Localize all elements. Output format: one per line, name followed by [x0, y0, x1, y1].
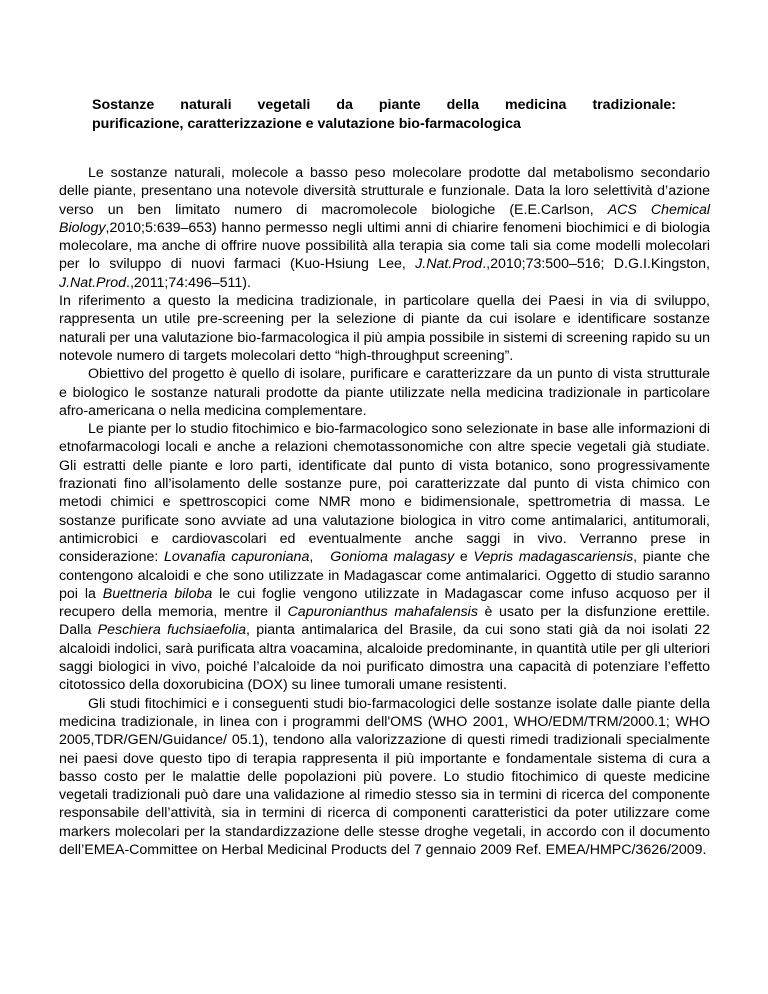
text-run: le cui foglie vengono utilizzate in Madagascar come infuso acquoso per il recupero della memoria, mentre il — [59, 585, 710, 621]
species-name: Lovanafia capuroniana — [164, 549, 310, 566]
text-run: .,2010;73:500–516; D.G.I.Kingston, — [482, 256, 710, 273]
journal-name: J.Nat.Prod — [415, 256, 483, 273]
text-run: Le piante per lo studio fitochimico e bio-farmacologico sono selezionate in base alle informazioni di etnofarmacologi locali e anche a relazioni chemotassonomiche con altre specie vegetali già studiate. Gli estratti delle piante e loro parti, identificate dal punto di vista botanico, sono progressivamente frazionati fino all’isolamento delle sostanze pure, poi caratterizzate dal punto di vista chimico con metodi chimici e spettroscopici come NMR mono e bidimensionale, spettrometria di massa. Le sostanze purificate sono avviate ad una valutazione biologica in vitro come antimalarici, antitumorali, antimicrobici e cardiovascolari ed eventualmente anche saggi in vivo. Verranno prese in considerazione: — [59, 421, 710, 566]
species-name: Peschiera fuchsiaefolia — [97, 622, 246, 639]
text-run: , — [309, 549, 331, 566]
text-run: , piante che contengono alcaloidi e che sono utilizzate in Madagascar come antimalarici. Oggetto di studio saranno poi la — [59, 549, 710, 602]
journal-name: ACS Chemical Biology — [59, 201, 710, 236]
document-body — [59, 164, 710, 859]
paragraph-1 — [59, 164, 710, 292]
text-run: Le sostanze naturali, molecole a basso peso molecolare prodotte dal metabolismo secondario delle piante, presentano una notevole diversità strutturale e funzionale. Data la loro selettività d’azione verso un ben limitato numero di macromolecole biologiche (E.E.Carlson, — [59, 165, 710, 218]
text-run: è usato per la disfunzione erettile. Dalla — [59, 604, 710, 639]
species-name: Capuronianthus mahafalensis — [287, 604, 478, 621]
text-run: , pianta antimalarica del Brasile, da cui sono stati già da noi isolati 22 alcaloidi indolici, sarà purificata altra voacamina, alcaloide predominante, in quantità utile per gli ulteriori saggi biologici in vivo, poiché l’alcaloide da noi purificato dimostra una capacità di potenziare l’effetto citotossico della doxorubicina (DOX) su linee tumorali umane resistenti. — [59, 622, 711, 694]
paragraph-5: Gli studi fitochimici e i conseguenti studi bio-farmacologici delle sostanze isolate dalle piante della medicina tradizionale, in linea con i programmi dell'OMS (WHO 2001, WHO/EDM/TRM/2000.1; WHO 2005,TDR/GEN/Guidance/ 05.1), tendono alla valorizzazione di questi rimedi tradizionali specialmente nei paesi dove questo tipo di terapia rappresenta il più importante e fondamentale sistema di cura a basso costo per le malattie delle popolazioni più povere. Lo studio fitochimico di queste medicine vegetali tradizionali può dare una validazione al rimedio stesso sia in termini di ricerca del componente responsabile dell’attività, sia in termini di ricerca di componenti caratteristici da poter utilizzare come markers molecolari per la standardizzazione delle stesse droghe vegetali, in accordo con il documento dell’EMEA-Committee on Herbal Medicinal Products del 7 gennaio 2009 Ref. EMEA/HMPC/3626/2009. — [59, 695, 710, 858]
text-run: .,2011;74:496–511). — [126, 274, 251, 291]
species-name: Buettneria biloba — [102, 585, 213, 602]
text-run: e — [454, 549, 474, 566]
text-run: ,2010;5:639–653) hanno permesso negli ultimi anni di chiarire fenomeni biochimici e di biologia molecolare, ma anche di offrire nuove possibilità alla terapia sia come tali sia come modelli molecolari per lo sviluppo di nuovi farmaci (Kuo-Hsiung Lee, — [59, 219, 710, 273]
paragraph-2: In riferimento a questo la medicina tradizionale, in particolare quella dei Paesi in via di sviluppo, rappresenta un utile pre-screening per la selezione di piante da cui isolare e identificare sostanze naturali per una valutazione bio-farmacologica il più ampia possibile in sistemi di screening rapido su un notevole numero di targets molecolari detto “high-throughput screening”. — [59, 293, 710, 364]
species-name: Gonioma malagasy — [330, 549, 455, 566]
journal-name: J.Nat.Prod — [59, 274, 127, 291]
species-name: Vepris madagascariensis — [473, 549, 634, 566]
paragraph-4 — [59, 420, 710, 694]
title-line-1: Sostanze naturali vegetali da piante della medicina tradizionale: — [92, 97, 676, 113]
document-title — [92, 96, 676, 134]
paragraph-3: Obiettivo del progetto è quello di isolare, purificare e caratterizzare da un punto di vista strutturale e biologico le sostanze naturali prodotte da piante utilizzate nella medicina tradizionale in particolare afro-americana o nella medicina complementare. — [59, 366, 710, 419]
title-line-2: purificazione, caratterizzazione e valutazione bio-farmacologica — [92, 116, 521, 132]
